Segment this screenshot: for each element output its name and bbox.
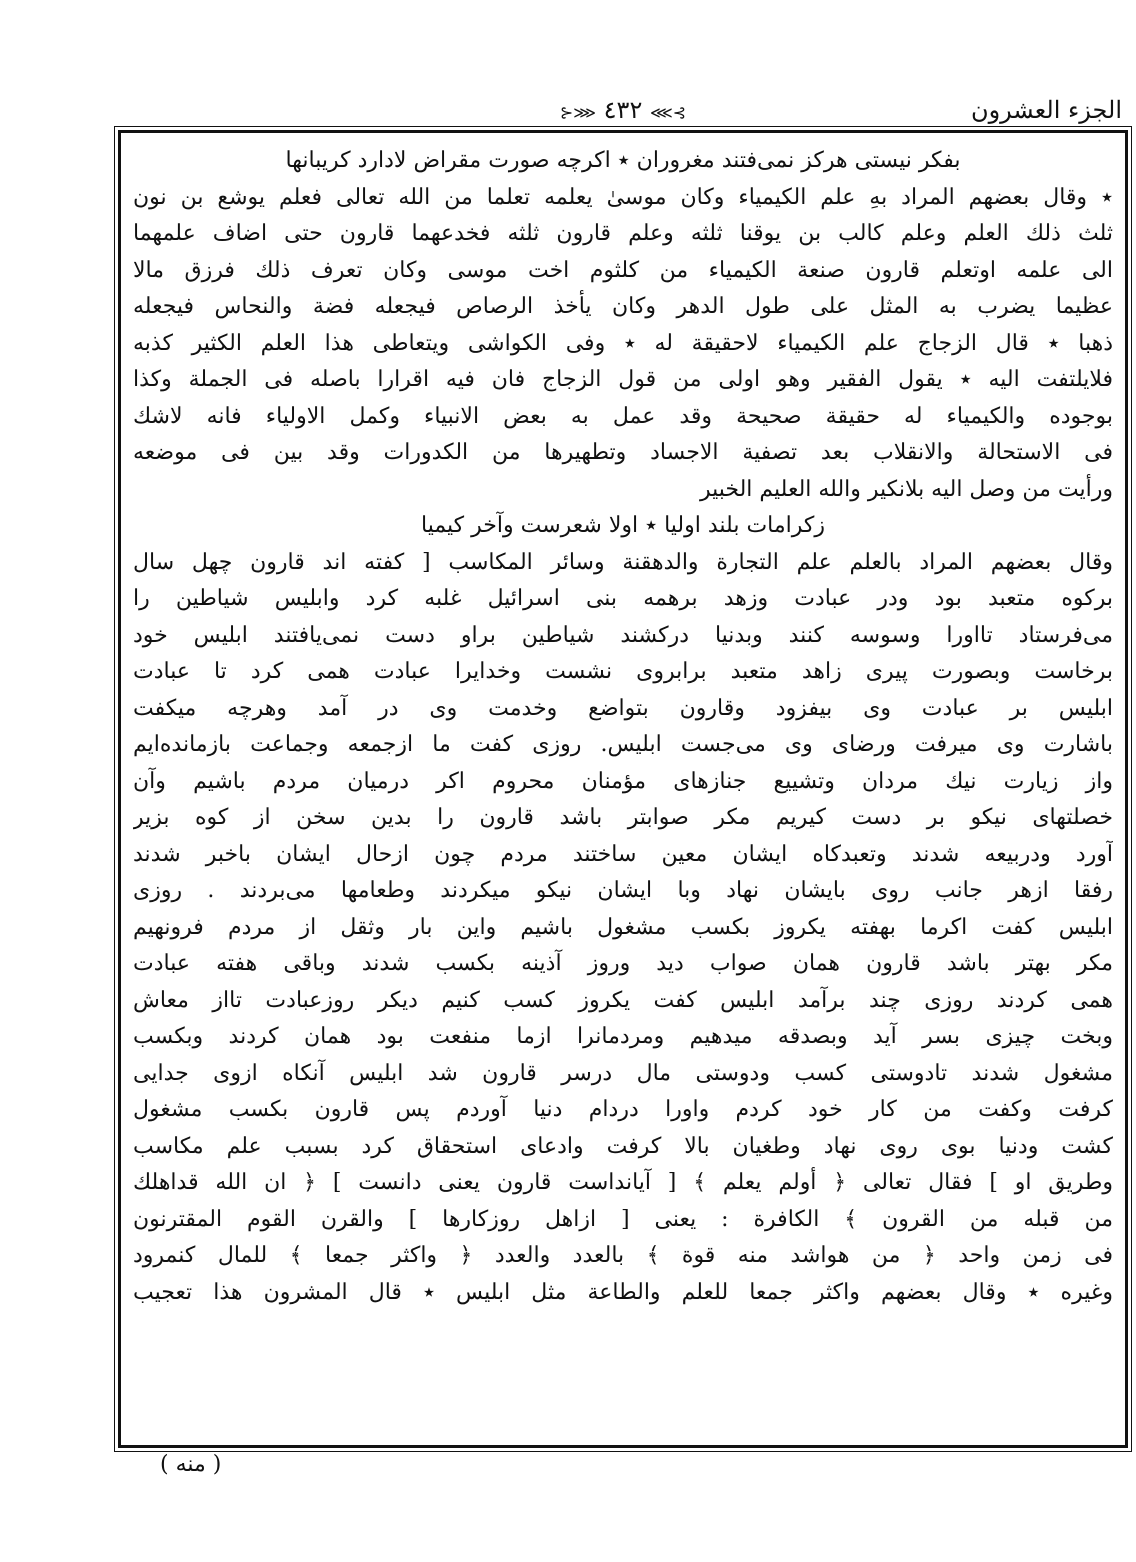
text-line: ابليس كفت اكرما بهفته يكروز بكسب مشغول باشيم واين بار وثقل از مردم فرونهيم: [133, 914, 1113, 940]
ornament-left: ⊱⋙: [559, 103, 597, 122]
text-line: بفكر نيستى هركز نمى‌فتند مغروران ٭ اكرچه صورت مقراض لادارد كريبانها: [285, 148, 961, 173]
text-line: ذهبا ٭ قال الزجاج علم الكيمياء لاحقيقة له ٭ وفى الكواشى ويتعاطى هذا العلم الكثير كذبه: [133, 330, 1113, 356]
text-line: ابليس بر عبادت وى بيفزود وقارون بتواضع وخدمت وى در آمد وهرچه ميكفت: [133, 695, 1113, 721]
text-line: واز زيارت نيك مردان وتشييع جنازهاى مؤمنان محروم اكر درميان مردم باشيم وآن: [133, 768, 1113, 794]
text-line: برخاست وبصورت پيرى زاهد متعبد برابروى نشست وخدايرا عبادت همى كرد تا عبادت: [133, 659, 1113, 684]
text-line: مشغول شدند تادوستى كسب ودوستى مال درسر قارون شد ابليس آنكاه ازوى جدايى: [133, 1060, 1113, 1086]
catchword: ( منه ): [160, 1452, 222, 1477]
text-line: خصلتهاى نيكو بر دست كيريم مكر صوابتر باشد قارون را بدين سخن از كوه بزير: [133, 805, 1113, 830]
page-header: [118, 96, 1128, 132]
text-line: مكر بهتر باشد قارون همان صواب ديد وروز آذينه بكسب شدند وباقى هفته عبادت: [133, 951, 1113, 976]
text-line: فى زمن واحد ﴿ من هواشد منه قوة ﴾ بالعدد والعدد ﴿ واكثر جمعا ﴾ للمال كنمرود: [133, 1243, 1113, 1268]
text-line: ٭ وقال بعضهم المراد بهِ علم الكيمياء وكان موسىٰ يعلمه تعلما من الله تعالى فعلم يوشع بن نون: [133, 184, 1113, 210]
text-line: وقال بعضهم المراد بالعلم علم التجارة والدهقنة وسائر المكاسب [ كفته اند قارون چهل سال: [133, 549, 1113, 575]
text-line: من قبله من القرون ﴾ الكافرة : يعنى [ ازاهل روزكارها ] والقرن القوم المقترنون: [133, 1206, 1113, 1232]
text-line: كرفت وكفت من كار خود كردم واورا دردام دنيا آوردم پس قارون بكسب مشغول: [133, 1097, 1113, 1122]
ornament-right: ⋘⊰: [649, 103, 687, 122]
text-line: رفقا ازهر جانب روى بايشان نهاد وبا ايشان نيكو ميكردند وطعامها مى‌بردند . روزى: [133, 878, 1113, 903]
text-line: بركوه متعبد بود ودر عبادت وزهد برهمه بنى اسرائيل غلبه كرد وابليس شياطين را: [133, 586, 1113, 611]
text-frame: [118, 130, 1128, 1448]
text-line: بوجوده والكيمياء له حقيقة صحيحة وقد عمل به بعض الانبياء وكمل الاولياء فانه لاشك: [133, 403, 1113, 429]
running-title: الجزء العشرون: [970, 96, 1122, 124]
text-line: همى كردند روزى چند برآمد ابليس كفت يكروز كسب كنيم ديكر روزعبادت تااز معاش: [133, 987, 1113, 1013]
text-line: الى علمه اوتعلم قارون صنعة الكيمياء من كلثوم اخت موسى وكان تعرف ذلك فرزق مالا: [133, 257, 1113, 283]
text-line: ثلث ذلك العلم وعلم كالب بن يوقنا ثلثه وعلم قارون ثلثه فخدعهما قارون حتى اضاف علمهما: [133, 221, 1113, 246]
text-line: فى الاستحالة والانقلاب بعد تصفية الاجساد وتطهيرها من الكدورات وقد بين فى موضعه: [133, 440, 1113, 465]
page-number-block: [118, 96, 1128, 124]
text-line: وطريق او ] فقال تعالى ﴿ أولم يعلم ﴾ [ آيانداست قارون يعنى دانست ] ﴿ ان الله قداهلك: [133, 1170, 1113, 1195]
body-text: [133, 143, 1113, 1311]
text-line: وبخت چيزى بسر آيد وبصدقه ميدهيم ومردمانرا ازما منفعت بود همان كردند وبكسب: [133, 1024, 1113, 1049]
text-line: مى‌فرستاد تااورا وسوسه كنند وبدنيا دركشند شياطين براو دست نمى‌يافتند ابليس خود: [133, 622, 1113, 648]
text-line: وغيره ٭ وقال بعضهم واكثر جمعا للعلم والطاعة مثل ابليس ٭ قال المشرون هذا تعجيب: [133, 1279, 1113, 1305]
text-line: كشت ودنيا بوى روى نهاد وطغيان بالا كرفت وادعاى استحقاق كرد بسبب علم مكاسب: [133, 1133, 1113, 1159]
text-line: فلايلتفت اليه ٭ يقول الفقير وهو اولى من قول الزجاج فان فيه اقرارا باصله فى الجملة وكذا: [133, 367, 1113, 392]
text-line: عظيما يضرب به المثل على طول الدهر وكان يأخذ الرصاص فيجعله فضة والنحاس فيجعله: [133, 294, 1113, 319]
text-line: باشارت وى ميرفت ورضاى وى مى‌جست ابليس. روزى كفت ما ازجمعه وجماعت بازمانده‌ايم: [133, 732, 1113, 757]
text-line: آورد ودربيعه شدند وتعبدكاه ايشان معين ساختند مردم چون ازحال ايشان باخبر شدند: [133, 841, 1113, 867]
page-number: ٤٣٢: [603, 96, 643, 124]
verse-line: زكرامات بلند اوليا ٭ اولا شعرست وآخر كيميا: [420, 513, 825, 538]
text-line: ورأيت من وصل اليه بلانكير والله العليم الخبير: [699, 476, 1113, 502]
